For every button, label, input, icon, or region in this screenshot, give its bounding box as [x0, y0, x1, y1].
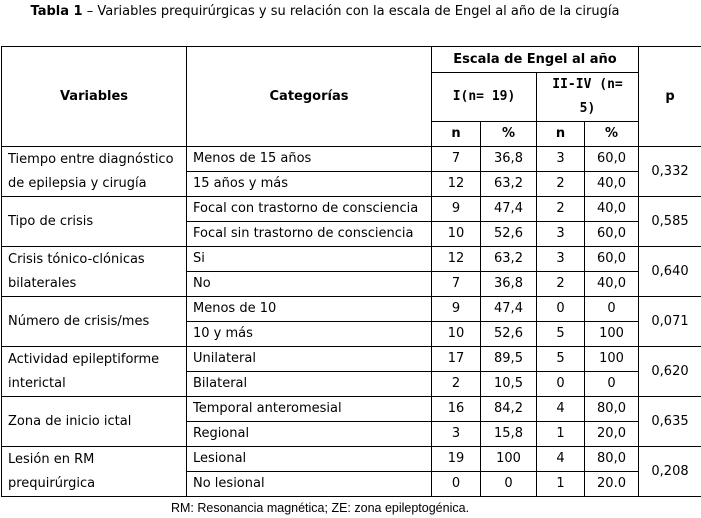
- header-n-2: n: [537, 122, 585, 147]
- p-value-cell: 0,071: [639, 297, 701, 347]
- pct-group2-cell: 100: [585, 322, 639, 347]
- p-value-cell: 0,640: [639, 247, 701, 297]
- variable-cell: Número de crisis/mes: [2, 297, 187, 347]
- n-group2-cell: 1: [537, 422, 585, 447]
- pct-group2-cell: 20.0: [585, 472, 639, 497]
- caption-label: Tabla 1: [30, 4, 83, 19]
- p-value-cell: 0,585: [639, 197, 701, 247]
- category-cell: Bilateral: [187, 372, 432, 397]
- table-row: [2, 347, 701, 372]
- variable-cell: Lesión en RM prequirúrgica: [2, 447, 187, 497]
- n-group1-cell: 2: [432, 372, 481, 397]
- variable-cell: Tipo de crisis: [2, 197, 187, 247]
- pct-group1-cell: 52,6: [481, 222, 537, 247]
- n-group2-cell: 0: [537, 372, 585, 397]
- n-group2-cell: 2: [537, 172, 585, 197]
- pct-group2-cell: 80,0: [585, 397, 639, 422]
- variable-cell: Crisis tónico-clónicas bilaterales: [2, 247, 187, 297]
- p-value-cell: 0,620: [639, 347, 701, 397]
- pct-group2-cell: 0: [585, 372, 639, 397]
- category-cell: Unilateral: [187, 347, 432, 372]
- n-group1-cell: 3: [432, 422, 481, 447]
- n-group1-cell: 0: [432, 472, 481, 497]
- pct-group2-cell: 40,0: [585, 197, 639, 222]
- p-value-cell: 0,635: [639, 397, 701, 447]
- variable-cell: Zona de inicio ictal: [2, 397, 187, 447]
- pct-group1-cell: 15,8: [481, 422, 537, 447]
- n-group1-cell: 17: [432, 347, 481, 372]
- header-group-1: I(n= 19): [432, 73, 537, 122]
- pct-group1-cell: 10,5: [481, 372, 537, 397]
- pct-group1-cell: 63,2: [481, 247, 537, 272]
- pct-group1-cell: 52,6: [481, 322, 537, 347]
- pct-group1-cell: 47,4: [481, 197, 537, 222]
- n-group1-cell: 19: [432, 447, 481, 472]
- n-group2-cell: 3: [537, 247, 585, 272]
- n-group1-cell: 9: [432, 197, 481, 222]
- category-cell: Regional: [187, 422, 432, 447]
- category-cell: 15 años y más: [187, 172, 432, 197]
- pct-group1-cell: 63,2: [481, 172, 537, 197]
- header-group-2: II-IV (n= 5): [537, 73, 639, 122]
- pct-group2-cell: 20,0: [585, 422, 639, 447]
- n-group2-cell: 4: [537, 447, 585, 472]
- n-group2-cell: 3: [537, 147, 585, 172]
- pct-group1-cell: 84,2: [481, 397, 537, 422]
- header-p: p: [639, 47, 701, 147]
- results-table: [1, 46, 701, 497]
- table-row: [2, 197, 701, 222]
- n-group2-cell: 0: [537, 297, 585, 322]
- pct-group2-cell: 60,0: [585, 247, 639, 272]
- table-caption: [0, 0, 650, 24]
- n-group1-cell: 10: [432, 322, 481, 347]
- header-engel-scale: Escala de Engel al año: [432, 47, 639, 73]
- pct-group2-cell: 40,0: [585, 172, 639, 197]
- n-group2-cell: 5: [537, 322, 585, 347]
- table-footnote: RM: Resonancia magnética; ZE: zona epileptogénica.: [170, 501, 470, 515]
- pct-group1-cell: 89,5: [481, 347, 537, 372]
- category-cell: Focal sin trastorno de consciencia: [187, 222, 432, 247]
- pct-group2-cell: 80,0: [585, 447, 639, 472]
- variable-cell: Actividad epileptiforme interictal: [2, 347, 187, 397]
- n-group2-cell: 4: [537, 397, 585, 422]
- variable-cell: Tiempo entre diagnóstico de epilepsia y cirugía: [2, 147, 187, 197]
- pct-group1-cell: 36,8: [481, 147, 537, 172]
- category-cell: Focal con trastorno de consciencia: [187, 197, 432, 222]
- category-cell: Lesional: [187, 447, 432, 472]
- pct-group1-cell: 36,8: [481, 272, 537, 297]
- pct-group2-cell: 40,0: [585, 272, 639, 297]
- table-body: [2, 147, 701, 497]
- category-cell: Menos de 10: [187, 297, 432, 322]
- table-row: [2, 297, 701, 322]
- table-row: [2, 247, 701, 272]
- header-pct-2: %: [585, 122, 639, 147]
- category-cell: No: [187, 272, 432, 297]
- pct-group1-cell: 0: [481, 472, 537, 497]
- n-group1-cell: 16: [432, 397, 481, 422]
- n-group1-cell: 9: [432, 297, 481, 322]
- pct-group2-cell: 60,0: [585, 147, 639, 172]
- pct-group1-cell: 100: [481, 447, 537, 472]
- header-n-1: n: [432, 122, 481, 147]
- pct-group2-cell: 100: [585, 347, 639, 372]
- pct-group1-cell: 47,4: [481, 297, 537, 322]
- table-row: [2, 447, 701, 472]
- category-cell: No lesional: [187, 472, 432, 497]
- n-group2-cell: 2: [537, 272, 585, 297]
- header-variables: Variables: [2, 47, 187, 147]
- p-value-cell: 0,208: [639, 447, 701, 497]
- n-group2-cell: 5: [537, 347, 585, 372]
- caption-text: – Variables prequirúrgicas y su relación con la escala de Engel al año de la cirugía: [82, 4, 620, 19]
- header-categorias: Categorías: [187, 47, 432, 147]
- n-group1-cell: 7: [432, 147, 481, 172]
- n-group2-cell: 1: [537, 472, 585, 497]
- pct-group2-cell: 0: [585, 297, 639, 322]
- pct-group2-cell: 60,0: [585, 222, 639, 247]
- table-row: [2, 397, 701, 422]
- n-group1-cell: 12: [432, 247, 481, 272]
- category-cell: Menos de 15 años: [187, 147, 432, 172]
- n-group2-cell: 3: [537, 222, 585, 247]
- header-pct-1: %: [481, 122, 537, 147]
- category-cell: 10 y más: [187, 322, 432, 347]
- table-row: [2, 147, 701, 172]
- category-cell: Temporal anteromesial: [187, 397, 432, 422]
- n-group1-cell: 7: [432, 272, 481, 297]
- n-group1-cell: 12: [432, 172, 481, 197]
- n-group2-cell: 2: [537, 197, 585, 222]
- category-cell: Si: [187, 247, 432, 272]
- p-value-cell: 0,332: [639, 147, 701, 197]
- n-group1-cell: 10: [432, 222, 481, 247]
